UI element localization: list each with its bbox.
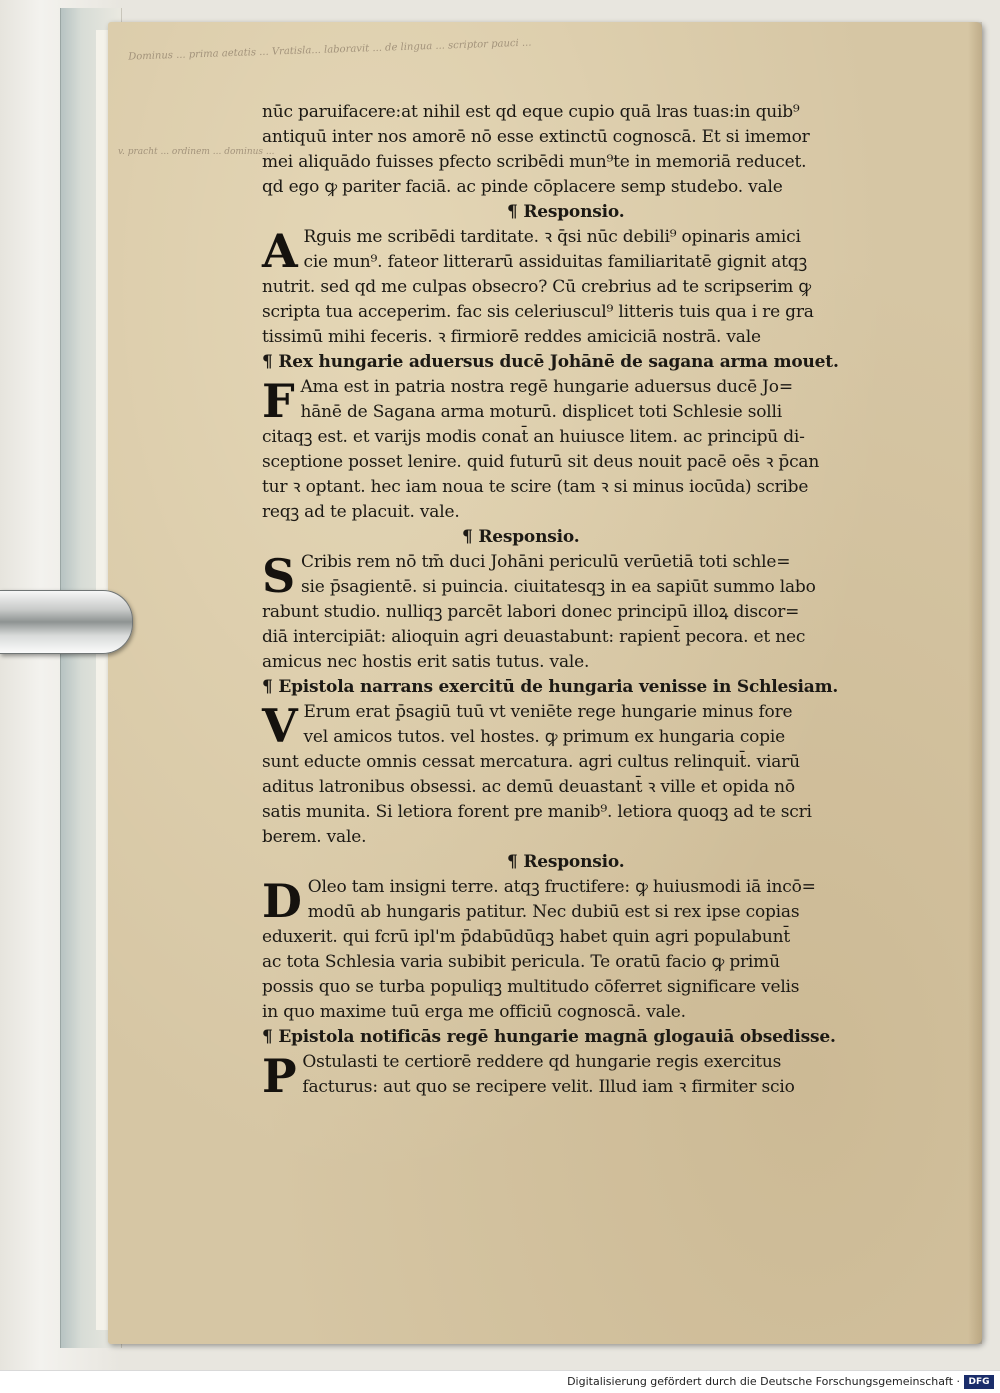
text-line: scripta tua acceperim. fac sis celeriuscul⁹ litteris tuis qua i re gra <box>262 302 814 322</box>
page-edge-shadow <box>968 22 982 1344</box>
drop-initial: D <box>262 874 302 928</box>
text-line: in quo maxime tuū erga me officiū cognoscā. vale. <box>262 1002 686 1022</box>
text-line: mei aliquādo fuisses pfecto scribēdi mun⁹te in memoriā reducet. <box>262 152 807 172</box>
text-line: diā intercipiāt: alioquin agri deuastabunt: rapient̄ pecora. et nec <box>262 627 806 647</box>
responsio-heading: ¶ Responsio. <box>507 852 625 872</box>
text-line: sie p̄sagientē. si puincia. ciuitatesqꝫ in ea sapiūt summo labo <box>301 577 816 597</box>
text-line: qd ego ꝙ pariter faciā. ac pinde cōplacere semp studebo. vale <box>262 177 783 197</box>
line-text: Ama est in patria nostra regē hungarie aduersus ducē Jo= <box>300 377 793 397</box>
handwritten-note-margin: v. pracht ... ordinem ... dominus ... <box>118 147 275 157</box>
line-text: Rguis me scribēdi tarditate. ꝛ q̄si nūc debili⁹ opinaris amici <box>303 227 801 247</box>
text-line: antiquū inter nos amorē nō esse extinctū cognoscā. Et si imemor <box>262 127 810 147</box>
text-line: vel amicos tutos. vel hostes. ꝙ primum ex hungaria copie <box>303 727 785 747</box>
text-line: modū ab hungaris patitur. Nec dubiū est si rex ipse copias <box>307 902 800 922</box>
text-line: nutrit. sed qd me culpas obsecro? Cū crebrius ad te scripserim ꝙ <box>262 277 811 297</box>
text-line: aditus latronibus obsessi. ac demū deuastant̄ ꝛ ville et opida nō <box>262 777 795 797</box>
section-heading: ¶ Rex hungarie aduersus ducē Johānē de sagana arma mouet. <box>262 352 839 372</box>
text-line: eduxerit. qui fcrū ipl'm p̄dabūdūqꝫ habet quin agri populabunt̄ <box>262 927 790 947</box>
text-line: sceptione posset lenire. quid futurū sit deus nouit pacē oēs ꝛ p̄can <box>262 452 820 472</box>
text-line: cie mun⁹. fateor litterarū assiduitas familiaritatē gignit atqꝫ <box>303 252 807 272</box>
text-line: citaqꝫ est. et varijs modis conat̄ an huiusce litem. ac principū di- <box>262 427 805 447</box>
drop-initial: A <box>262 224 298 278</box>
line-text: Ostulasti te certiorē reddere qd hungarie regis exercitus <box>302 1052 782 1072</box>
text-line: rabunt studio. nulliqꝫ parcēt labori donec principū illoꝝ discor= <box>262 602 800 622</box>
text-line: possis quo se turba populiqꝫ multitudo cōferret significare velis <box>262 977 800 997</box>
line-text: Erum erat p̄sagiū tuū vt veniēte rege hungarie minus fore <box>303 702 793 722</box>
text-line: tur ꝛ optant. hec iam noua te scire (tam ꝛ si minus iocūda) scribe <box>262 477 809 497</box>
section-heading: ¶ Epistola notificās regē hungarie magnā glogauiā obsedisse. <box>262 1027 836 1047</box>
text-line: satis munita. Si letiora forent pre manib⁹. letiora quoqꝫ ad te scri <box>262 802 812 822</box>
drop-initial: S <box>262 549 296 603</box>
responsio-heading: ¶ Responsio. <box>507 202 625 222</box>
funding-credit: Digitalisierung gefördert durch die Deutsche Forschungsgemeinschaft · <box>567 1375 960 1388</box>
line-text: Cribis rem nō tm̄ duci Johāni periculū verūetiā toti schle= <box>301 552 791 572</box>
text-line: hānē de Sagana arma moturū. displicet toti Schlesie solli <box>300 402 783 422</box>
text-line: ac tota Schlesia varia subibit pericula. Te oratū facio ꝙ primū <box>262 952 780 972</box>
line-text: Oleo tam insigni terre. atqꝫ fructifere: ꝙ huiusmodi iā incō= <box>307 877 816 897</box>
drop-initial: P <box>262 1049 297 1103</box>
responsio-heading: ¶ Responsio. <box>462 527 580 547</box>
handwritten-note-top: Dominus ... prima aetatis ... Vratisla... laboravit ... de lingua ... scriptor pauci ... <box>128 37 532 63</box>
text-line: facturus: aut quo se recipere velit. Illud iam ꝛ firmiter scio <box>302 1077 795 1097</box>
text-line: berem. vale. <box>262 827 367 847</box>
dfg-logo: DFG <box>964 1375 994 1389</box>
footer-bar <box>0 1370 1000 1393</box>
printed-text-block <box>262 100 962 1103</box>
page-clamp <box>0 590 133 654</box>
text-line: reqꝫ ad te placuit. vale. <box>262 502 460 522</box>
drop-initial: F <box>262 374 295 428</box>
text-line: tissimū mihi feceris. ꝛ firmiorē reddes amiciciā nostrā. vale <box>262 327 761 347</box>
text-line: sunt educte omnis cessat mercatura. agri cultus relinquit̄. viarū <box>262 752 800 772</box>
text-line: nūc paruifacere:at nihil est qd eque cupio quā lras tuas:in quib⁹ <box>262 102 800 122</box>
text-line: amicus nec hostis erit satis tutus. vale. <box>262 652 590 672</box>
drop-initial: V <box>262 699 298 753</box>
section-heading: ¶ Epistola narrans exercitū de hungaria venisse in Schlesiam. <box>262 677 839 697</box>
